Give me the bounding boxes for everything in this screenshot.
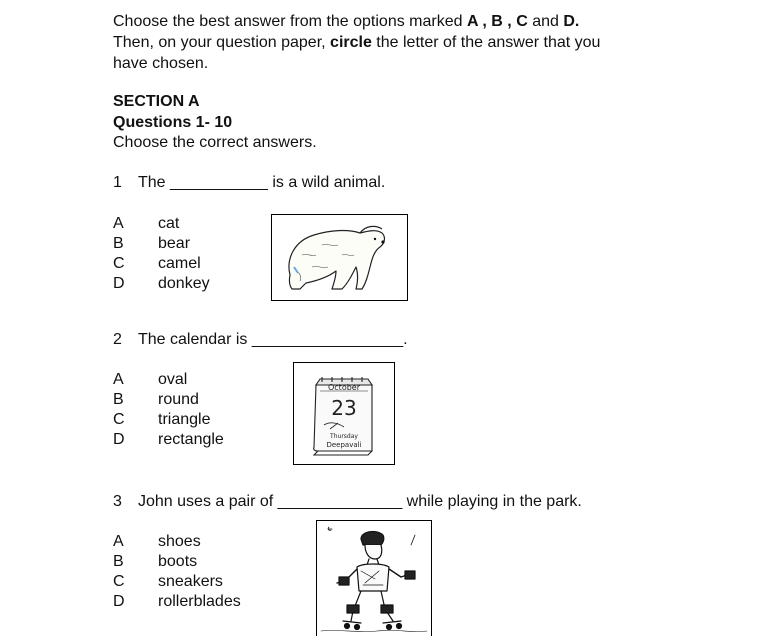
option-letter: B: [113, 235, 124, 252]
calendar-event: Deepavali: [326, 441, 362, 449]
question-3: [113, 492, 582, 512]
option-letter: C: [113, 255, 125, 272]
option-d[interactable]: [113, 274, 210, 294]
question-number: 1: [113, 174, 122, 191]
question-text: The: [138, 174, 171, 191]
question-text: .: [403, 331, 408, 348]
section-directions: Choose the correct answers.: [113, 134, 317, 151]
instruction-line-1: [113, 11, 673, 32]
circle-emphasis: circle: [330, 34, 372, 51]
option-letter: B: [113, 391, 124, 408]
polar-bear-icon: [272, 215, 407, 300]
option-letter: B: [113, 553, 124, 570]
option-text: triangle: [158, 411, 211, 428]
polar-bear-image: [271, 214, 408, 301]
option-b[interactable]: [113, 552, 197, 572]
option-text: boots: [158, 553, 198, 570]
option-text: donkey: [158, 275, 210, 292]
option-c[interactable]: [113, 410, 210, 430]
option-text: shoes: [158, 533, 201, 550]
option-text: rollerblades: [158, 593, 241, 610]
instruction-text: the letter of the answer that you: [371, 34, 601, 51]
option-d[interactable]: [113, 430, 224, 450]
option-letter: D: [113, 431, 125, 448]
question-text: while playing in the park.: [402, 493, 582, 510]
instruction-text: Then, on your question paper,: [113, 34, 331, 51]
question-text: The calendar is: [138, 331, 252, 348]
answer-blank: ___________: [170, 174, 268, 191]
option-d[interactable]: [113, 592, 241, 612]
option-a[interactable]: [113, 532, 201, 552]
instruction-and: and: [527, 13, 564, 30]
rollerblader-icon: [317, 521, 431, 636]
option-c[interactable]: [113, 572, 223, 592]
question-number: 2: [113, 331, 122, 348]
option-letter: C: [113, 573, 125, 590]
question-text: is a wild animal.: [267, 174, 386, 191]
option-letter: D: [113, 593, 125, 610]
option-a[interactable]: [113, 370, 187, 390]
calendar-weekday: Thursday: [330, 433, 358, 440]
instruction-line-2: [113, 32, 673, 53]
instructions: [113, 11, 673, 74]
letter-c: C: [516, 13, 528, 30]
answer-blank: ______________: [277, 493, 403, 510]
option-text: rectangle: [158, 431, 224, 448]
calendar-day: 23: [331, 396, 357, 420]
option-b[interactable]: [113, 234, 190, 254]
section-subtitle: Questions 1- 10: [113, 114, 233, 131]
option-text: sneakers: [158, 573, 223, 590]
option-c[interactable]: [113, 254, 201, 274]
calendar-month: October: [327, 383, 361, 392]
option-a[interactable]: [113, 214, 179, 234]
answer-blank: _________________: [251, 331, 404, 348]
question-text: John uses a pair of: [138, 493, 278, 510]
option-letter: C: [113, 411, 125, 428]
option-b[interactable]: [113, 390, 199, 410]
question-number: 3: [113, 493, 122, 510]
option-text: round: [158, 391, 199, 408]
option-letter: A: [113, 215, 124, 232]
letter-d: D.: [563, 13, 580, 30]
question-1: [113, 173, 385, 193]
calendar-icon: [294, 363, 394, 464]
option-letter: D: [113, 275, 125, 292]
option-text: camel: [158, 255, 201, 272]
option-text: bear: [158, 235, 191, 252]
instruction-line-3: have chosen.: [113, 55, 209, 72]
section-title: SECTION A: [113, 93, 200, 110]
question-2: [113, 330, 408, 350]
option-letter: A: [113, 371, 124, 388]
instruction-text: Choose the best answer from the options marked: [113, 13, 467, 30]
option-text: oval: [158, 371, 188, 388]
separator: ,: [477, 13, 492, 30]
letter-a: A: [466, 13, 478, 30]
option-letter: A: [113, 533, 124, 550]
option-text: cat: [158, 215, 180, 232]
calendar-image: [293, 362, 395, 465]
rollerblading-boy-image: [316, 520, 432, 636]
letter-b: B: [491, 13, 503, 30]
separator: ,: [502, 13, 517, 30]
